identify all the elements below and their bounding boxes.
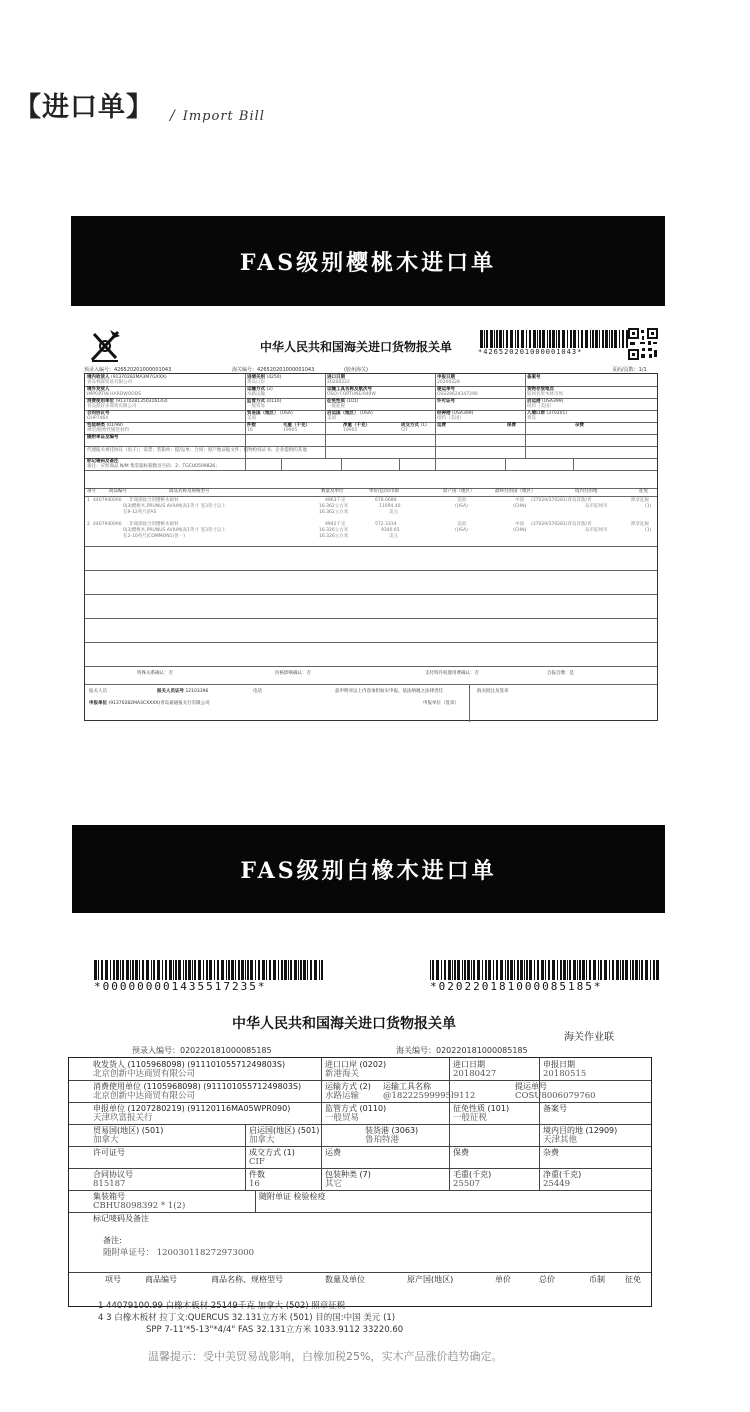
declare-date-value: 20200228	[437, 380, 460, 385]
marks-label: 标记唛码及备注	[93, 1214, 149, 1223]
col-quantity: 数量及单位	[321, 489, 344, 494]
net-weight-value: 19905	[343, 428, 358, 433]
bill-of-lading-label: 提运单号	[515, 1082, 547, 1091]
import-date-label: 进口日期	[453, 1060, 485, 1069]
start-country-label: 启运国(地区) (501)	[249, 1126, 320, 1135]
deal-mode-value: CIF	[401, 428, 409, 433]
import-date-label: 进口日期	[327, 375, 345, 380]
vessel-value: OSO) FORTUNE/049W	[327, 392, 376, 397]
package-label: 包装种类 (01/98)	[87, 423, 123, 428]
declare-date-label: 申报日期	[437, 375, 455, 380]
contract-value: 815187	[93, 1179, 126, 1189]
barcode-number: *426520201000001043*	[478, 348, 583, 356]
page-count: 页码/页数：1/1	[612, 367, 647, 373]
origin-country-label: 启运国（地区） (USA)	[327, 411, 373, 416]
import-date-value: 20200222	[327, 380, 350, 385]
pieces-label: 件数	[247, 423, 256, 428]
levy-value: 一般征税	[453, 1113, 488, 1123]
trade-country-label: 贸易国（地区） (USA)	[247, 411, 293, 416]
pieces-value: 16	[247, 428, 253, 433]
col-tax: 征免	[639, 489, 648, 494]
attached-docs-label: 随附单证 检验检疫	[259, 1192, 326, 1201]
transit-port-value: 纽约（美国）	[437, 416, 464, 421]
cherry-customs-declaration	[82, 326, 660, 722]
customs-number: 海关编号：020220181000085185	[396, 1046, 528, 1055]
transit-port-label: 经停港 (USA399)	[437, 411, 474, 416]
customs-review-label: 海关批注及签章	[477, 689, 509, 694]
freight-label: 运费	[325, 1148, 341, 1157]
net-weight-value: 25449	[543, 1179, 571, 1189]
barcode-icon	[480, 330, 628, 348]
bill-of-lading-value: COSU8006079760	[515, 1091, 596, 1101]
freight-label: 运费	[437, 423, 446, 428]
entry-port-label: 进境关别 (4250)	[247, 375, 282, 380]
loading-port-label: 装货港 (3063)	[365, 1126, 419, 1135]
trade-country-value: 美国	[247, 416, 256, 421]
col-origin: 原产国(地区)	[407, 1275, 454, 1284]
qr-code-icon	[628, 328, 658, 360]
transport-label: 运输方式 (2)	[325, 1082, 371, 1091]
deal-mode-label: 成交方式 (1)	[249, 1148, 295, 1157]
license-label: 许可证号	[437, 399, 455, 404]
bill-of-lading-label: 提运单号	[437, 387, 455, 392]
title-separator: /	[170, 108, 175, 124]
col-item-no: 项号	[87, 489, 96, 494]
remark-label: 备注:	[103, 1236, 122, 1245]
declarer-label: 申报单位 (1207280219) (91120116MA05WPR090)	[93, 1104, 291, 1113]
barcode-left-icon	[94, 960, 324, 980]
trade-country-label: 贸易国(地区) (501)	[93, 1126, 164, 1135]
royalty-confirm: 支付特许权使用费确认：否	[425, 671, 479, 676]
levy-value: 一般征税	[327, 404, 345, 409]
marks-label: 标记唛码及备注	[87, 459, 119, 464]
pieces-value: 16	[249, 1179, 260, 1189]
declaration-form	[68, 1057, 652, 1307]
transport-value: 水路运输	[247, 392, 265, 397]
supervision-value: 一般贸易	[325, 1113, 360, 1123]
misc-fee-label: 杂费	[575, 423, 584, 428]
gross-weight-value: 19905	[283, 428, 298, 433]
col-quantity: 数量及单位	[325, 1275, 365, 1284]
license-label: 许可证号	[93, 1148, 125, 1157]
entry-gate-value: 黄岛	[527, 416, 536, 421]
transport-value: 水路运输	[325, 1091, 360, 1101]
white-oak-customs-declaration: *000000001435517235* *020220181000085185* 中华人民共和国海关进口货物报关单 海关作业联 预录入编号：020220181000085185 海关编号：020220181000085185 收发货人 (1105968098) (91110105571249803S) 北京创新中达商贸有限公司 进口口岸 (0202) 新港海关 进口日期 20180427 申报日期 20180515 消费使用单位 (1105968098) (91110105571249803S) 北京创新中达商贸有限公司 运输方式 (2) 水路运输 运输工具名称 @18222599995l9112 提运单号 COSU8006079760 申报单位 (1207280219) (91120116MA05WPR090) 天津玖富报关行 监管方式 (0110) 一般贸易 征免性质 (101) 一般征税 备案号 贸易国(地区) (501) 加拿大 启运国(地区) (501) 加拿大 装货港 (3063) 鲁珀特港 境内目的地 (12909) 天津其他 许可证号 成交方式 (1) CIF 运费 保费 杂费 合同协议号 815187 件数 16 包装种类 (7) 其它 毛重(千克) 25507 净重(千克) 25449 集装箱号 CBHU8098392 * 1(2) 随附单证 检验检疫 标记唛码及备注 备注: 随附单证号： 120030118272973000 项号 商品编号 商品名称、规格型号 数量及单位 原产国(地区) 单价 总价 币制 征免 1 44079100.99 白橡木板材 25149千克 加拿大 (502) 照章征税 4 3 白橡木板材 拉丁文:QUERCUS 32.131立方米 (501) 目的国:中国 美元 (1) SPP 7-11'*5-13"*4/4" FAS 32.131立方米 1033.9112 33220.60 温馨提示：受中美贸易战影响，白橡加税25%，实木产品涨价趋势确定。	[60, 955, 690, 1375]
net-weight-label: 净重(千克)	[543, 1170, 582, 1179]
contract-label: 合同协议号	[87, 411, 110, 416]
vessel-label: 运输工具名称	[383, 1082, 431, 1091]
declaration-form: 境内收货人 (91370282MA3M7GXXX) 青岛林森贸易有限公司 进境关别 (4250) 黄岛口岸 进口日期 20200222 申报日期 20200228 备案号 境外发货人 IMPORTIN HARDWOODS 运输方式 (2) 水路运输 运输工具名称及航次号 OSO) FORTUNE/049W 提运单号 OSS28624347290 货物存放地点 胶州名贵木材市场 消费使用单位 (91370281350316143) 青岛派好多商贸有限公司 监管方式 (0110) 一般贸易 征免性质 (101) 一般征税 许可证号 启运港 (USA399) 纽约（美国） 合同协议号 OHP7464 贸易国（地区） (USA) 美国 启运国（地区） (USA) 美国 经停港 (USA399) 纽约（美国） 入境口岸 (370201) 黄岛 包装种类 (01/98) 裸装/植物性铺垫材料 件数 16 毛重（千克） 19905 净重（千克） 19905 成交方式 (1) CIF 运费 保费 杂费 随附单证及编号 代理报关委托协议（电子）；发票；装箱单；提/运单；合同；原产地证据文件；植物检疫证书；企业提供的其他 标记唛码及备注 备注：应检商品 N/M 集装箱标箱数及号码：2；TGCU0509826； 项号 商品编号 商品名称及规格型号 数量及单位 单价/总价/币制 原产国（地区） 最终目的国（地区） 境内目的地 征免 1 4407940090 非端部接合的樱桃木板材 0|3|樱桃木,PRUNUS AVIUM|高1英寸 宽3英寸以上 长9-12英尺|FAS 9963千克 16.362立方米 16.362立方米 678.0689 11094.40 美元 美国 (USA) 中国 (CHN) (37029/370281)青岛其他/青 岛市胶州市 照章征税 (1) 2 4407940090 非端部接合的樱桃木板材 0|3|樱桃木,PRUNUS AVIUM|高1英寸 宽3英寸以上 长2-10英尺|COMMON1(普一) 9942千克 16.326立方米 16.326立方米 572.3334 9340.65 美元 美国 (USA) 中国 (CHN) (37029/370281)青岛其他/青 岛市胶州市 照章征税 (1) 特殊关系确认：否 价格影响确认：否 支付特许权使用费确认：否 自报自缴：是 报关人员 报关人员证号 12103396 电话 兹申明对以上内容承担如实申报、依法纳税之法律责任 海关批注及签章 申报单位 (91370282MA3CXXXX)青岛嘉通报关行有限公司 申报单位（签章）	[84, 373, 658, 721]
declare-date-label: 申报日期	[543, 1060, 575, 1069]
package-value: 其它	[325, 1179, 343, 1189]
consignee-label: 境内收货人 (91370282MA3M7GXXX)	[87, 375, 167, 380]
declare-unit-seal: 申报单位（签章）	[423, 701, 459, 706]
deal-mode-label: 成交方式 (1)	[401, 423, 427, 428]
gross-weight-label: 毛重（千克）	[283, 423, 310, 428]
consignee-value: 青岛林森贸易有限公司	[87, 380, 132, 385]
insurance-label: 保费	[507, 423, 516, 428]
declarer-value: 天津玖富报关行	[93, 1113, 153, 1123]
departure-port-label: 启运港 (USA399)	[527, 399, 564, 404]
col-price: 单价/总价/币制	[369, 489, 400, 494]
origin-country-value: 美国	[327, 416, 336, 421]
contract-value: OHP7464	[87, 416, 109, 421]
pieces-label: 件数	[249, 1170, 265, 1179]
container-value: CBHU8098392 * 1(2)	[93, 1201, 186, 1211]
col-origin: 原产国（地区）	[443, 489, 475, 494]
container-label: 集装箱号	[93, 1192, 125, 1201]
attached-docs-label: 随附单证及编号	[87, 435, 119, 440]
cherry-bill-banner-text: FAS级别樱桃木进口单	[239, 249, 497, 276]
barcode-right-number: *020220181000085185*	[430, 980, 603, 993]
consignee-label: 收发货人 (1105968098) (91110105571249803S)	[93, 1060, 286, 1069]
price-notice: 温馨提示：受中美贸易战影响，白橡加税25%，实木产品涨价趋势确定。	[148, 1350, 503, 1363]
customs-copy-label: 海关作业联	[564, 1032, 614, 1043]
consumer-label: 消费使用单位 (1105968098) (91110105571249803S)	[93, 1082, 302, 1091]
supervision-label: 监管方式 (0110)	[247, 399, 282, 404]
levy-label: 征免性质 (101)	[453, 1104, 510, 1113]
import-port-label: 进口口岸 (0202)	[325, 1060, 387, 1069]
record-no-label: 备案号	[543, 1104, 567, 1113]
start-country-value: 加拿大	[249, 1135, 275, 1145]
customs-emblem-icon	[88, 328, 122, 364]
declare-unit-label: 申报单位 (91370282MA3CXXXX)青岛嘉通报关行有限公司	[89, 701, 210, 706]
trade-country-value: 加拿大	[93, 1135, 119, 1145]
declare-date-value: 20180515	[543, 1069, 587, 1079]
remark-value: 随附单证号： 120030118272973000	[103, 1248, 255, 1258]
col-goods-name: 商品名称及规格型号	[169, 489, 210, 494]
insurance-label: 保费	[453, 1148, 469, 1157]
declaration-title: 中华人民共和国海关进口货物报关单	[232, 1016, 456, 1032]
net-weight-label: 净重（千克）	[343, 423, 370, 428]
col-tax: 征免	[625, 1275, 641, 1284]
declarant-label: 报关人员	[89, 689, 107, 694]
gross-weight-label: 毛重(千克)	[453, 1170, 492, 1179]
storage-label: 货物存放地点	[527, 387, 554, 392]
customs-port: (胶州海关)	[344, 367, 368, 373]
declaration-title: 中华人民共和国海关进口货物报关单	[260, 340, 453, 354]
col-destination: 最终目的国（地区）	[495, 489, 536, 494]
package-label: 包装种类 (7)	[325, 1170, 371, 1179]
consignee-value: 北京创新中达商贸有限公司	[93, 1069, 196, 1079]
departure-port-value: 纽约（美国）	[527, 404, 554, 409]
phone-label: 电话	[253, 689, 262, 694]
shipper-label: 境外发货人	[87, 387, 110, 392]
entry-gate-label: 入境口岸 (370201)	[527, 411, 568, 416]
domestic-dest-value: 天津其他	[543, 1135, 578, 1145]
levy-label: 征免性质 (101)	[327, 399, 359, 404]
consumer-value: 青岛派好多商贸有限公司	[87, 404, 137, 409]
supervision-label: 监管方式 (0110)	[325, 1104, 387, 1113]
col-total-price: 总价	[539, 1275, 555, 1284]
col-item-no: 项号	[105, 1275, 121, 1284]
record-no-label: 备案号	[527, 375, 541, 380]
pre-entry-number: 预录入编号：426520201000001043	[84, 367, 172, 373]
declaration-statement: 兹申明对以上内容承担如实申报、依法纳税之法律责任	[335, 689, 443, 694]
page-title: 【进口单】	[14, 92, 154, 123]
gross-weight-value: 25507	[453, 1179, 481, 1189]
marks-value: 备注：应检商品 N/M 集装箱标箱数及号码：2；TGCU0509826；	[87, 464, 220, 469]
barcode-right-icon	[430, 960, 660, 980]
price-impact-confirm: 价格影响确认：否	[275, 671, 311, 676]
white-oak-bill-banner	[72, 825, 665, 913]
customs-number: 海关编号：426520201000001043	[232, 367, 315, 373]
import-port-value: 新港海关	[325, 1069, 360, 1079]
col-domestic-dest: 境内目的地	[575, 489, 598, 494]
import-date-value: 20180427	[453, 1069, 497, 1079]
shipper-value: IMPORTIN HARDWOODS	[87, 392, 142, 397]
domestic-dest-label: 境内目的地 (12909)	[543, 1126, 618, 1135]
col-unit-price: 单价	[495, 1275, 511, 1284]
pre-entry-number: 预录入编号：020220181000085185	[132, 1046, 272, 1055]
consumer-value: 北京创新中达商贸有限公司	[93, 1091, 196, 1101]
cherry-bill-banner	[71, 216, 665, 306]
transport-label: 运输方式 (2)	[247, 387, 273, 392]
vessel-label: 运输工具名称及航次号	[327, 387, 372, 392]
white-oak-bill-banner-text: FAS级别白橡木进口单	[240, 857, 497, 884]
page-header	[14, 84, 265, 124]
attached-docs-value: 代理报关委托协议（电子）；发票；装箱单；提/运单；合同；原产地证据文件；植物检疫证书；企业提供的其他	[87, 448, 307, 453]
special-relation-confirm: 特殊关系确认：否	[137, 671, 173, 676]
page-subtitle: Import Bill	[182, 109, 265, 124]
contract-label: 合同协议号	[93, 1170, 133, 1179]
bill-of-lading-value: OSS28624347290	[437, 392, 478, 397]
misc-fee-label: 杂费	[543, 1148, 559, 1157]
col-currency: 币制	[589, 1275, 605, 1284]
package-value: 裸装/植物性铺垫材料	[87, 428, 130, 433]
consumer-label: 消费使用单位 (91370281350316143)	[87, 399, 168, 404]
declarant-cert-label: 报关人员证号 12103396	[157, 689, 209, 694]
supervision-value: 一般贸易	[247, 404, 265, 409]
loading-port-value: 鲁珀特港	[365, 1135, 400, 1145]
entry-port-value: 黄岛口岸	[247, 380, 265, 385]
self-pay-confirm: 自报自缴：是	[547, 671, 574, 676]
col-goods-name: 商品名称、规格型号	[211, 1275, 283, 1284]
barcode-left-number: *000000001435517235*	[94, 980, 267, 993]
storage-value: 胶州名贵木材市场	[527, 392, 563, 397]
deal-mode-value: CIF	[249, 1157, 265, 1167]
vessel-value: @18222599995l9112	[383, 1091, 476, 1101]
col-hs-code: 商品编号	[145, 1275, 177, 1284]
col-hs-code: 商品编号	[109, 489, 127, 494]
